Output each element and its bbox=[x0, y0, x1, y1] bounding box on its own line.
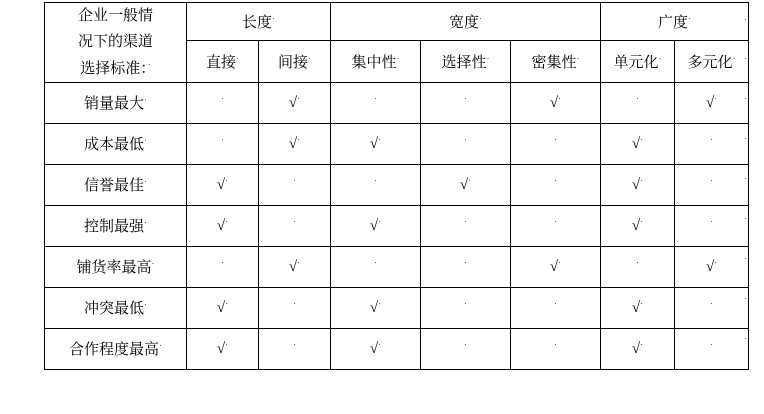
paragraph-mark-icon: · bbox=[710, 134, 714, 145]
row-label-text: 信誉最佳 bbox=[83, 178, 144, 195]
group-header-length: 长度· bbox=[187, 3, 331, 41]
paragraph-mark-icon: · bbox=[225, 298, 229, 309]
table-row bbox=[45, 328, 749, 369]
paragraph-mark-icon: · bbox=[308, 52, 312, 63]
mark-cell-empty bbox=[511, 287, 601, 328]
paragraph-mark-icon: · bbox=[744, 53, 747, 63]
row-label-text: 冲突最低 bbox=[83, 301, 144, 318]
paragraph-mark-icon: · bbox=[710, 298, 714, 309]
paragraph-mark-icon: · bbox=[714, 257, 718, 268]
paragraph-mark-icon: · bbox=[378, 216, 382, 227]
paragraph-mark-icon: · bbox=[744, 253, 747, 263]
mark-cell-empty bbox=[421, 287, 511, 328]
check-icon: √ bbox=[631, 218, 641, 235]
channel-selection-table bbox=[44, 2, 749, 370]
sub-header-indirect: 间接· bbox=[259, 40, 331, 82]
check-icon: √ bbox=[631, 300, 641, 317]
mark-cell-empty bbox=[259, 287, 331, 328]
paragraph-mark-icon: · bbox=[147, 58, 151, 69]
mark-cell-checked bbox=[259, 246, 331, 287]
mark-cell-empty bbox=[675, 287, 749, 328]
mark-cell-empty bbox=[187, 123, 259, 164]
sub-header-multiple: 多元化· bbox=[675, 40, 749, 82]
check-icon: √ bbox=[705, 95, 715, 112]
mark-cell-checked bbox=[331, 328, 421, 369]
mark-cell-checked bbox=[675, 82, 749, 123]
mark-cell-checked bbox=[187, 287, 259, 328]
check-icon: √ bbox=[549, 259, 559, 276]
paragraph-mark-icon: · bbox=[714, 93, 718, 104]
paragraph-mark-icon: · bbox=[710, 339, 714, 350]
check-icon: √ bbox=[216, 218, 226, 235]
paragraph-mark-icon: · bbox=[144, 135, 147, 146]
outside-paragraph-marks bbox=[744, 0, 760, 358]
paragraph-mark-icon: · bbox=[554, 134, 558, 145]
paragraph-mark-icon: · bbox=[378, 339, 382, 350]
check-icon: √ bbox=[288, 136, 298, 153]
table-body bbox=[45, 82, 749, 369]
paragraph-mark-icon: · bbox=[297, 134, 301, 145]
paragraph-mark-icon: · bbox=[640, 134, 644, 145]
paragraph-mark-icon: · bbox=[236, 52, 239, 63]
row-label-cell bbox=[45, 82, 187, 123]
corner-label-line-2: 况下的渠道 bbox=[77, 34, 153, 51]
group-header-breadth: 广度· bbox=[601, 3, 749, 41]
check-icon: √ bbox=[288, 95, 298, 112]
row-label-cell bbox=[45, 328, 187, 369]
paragraph-mark-icon: · bbox=[744, 173, 747, 183]
check-icon: √ bbox=[631, 341, 641, 358]
paragraph-mark-icon: · bbox=[225, 339, 229, 350]
paragraph-mark-icon: · bbox=[576, 52, 580, 63]
paragraph-mark-icon: · bbox=[744, 333, 747, 343]
mark-cell-empty bbox=[187, 246, 259, 287]
paragraph-mark-icon: · bbox=[744, 93, 747, 103]
mark-cell-checked bbox=[601, 205, 675, 246]
mark-cell-empty bbox=[511, 205, 601, 246]
paragraph-mark-icon: · bbox=[374, 257, 378, 268]
mark-cell-checked bbox=[511, 246, 601, 287]
paragraph-mark-icon: · bbox=[374, 93, 378, 104]
paragraph-mark-icon: · bbox=[144, 217, 147, 228]
mark-cell-empty bbox=[259, 205, 331, 246]
check-icon: √ bbox=[369, 341, 379, 358]
paragraph-mark-icon: · bbox=[744, 293, 747, 303]
sub-header-concentrated: 集中性· bbox=[331, 40, 421, 82]
row-label-cell bbox=[45, 164, 187, 205]
row-label-cell bbox=[45, 287, 187, 328]
table-header bbox=[45, 3, 749, 83]
sub-header-direct: 直接· bbox=[187, 40, 259, 82]
paragraph-mark-icon: · bbox=[554, 216, 558, 227]
paragraph-mark-icon: · bbox=[144, 176, 147, 187]
mark-cell-empty bbox=[421, 328, 511, 369]
row-label-cell bbox=[45, 123, 187, 164]
paragraph-mark-icon: · bbox=[468, 175, 472, 186]
paragraph-mark-icon: · bbox=[558, 93, 562, 104]
mark-cell-checked bbox=[421, 164, 511, 205]
mark-cell-empty bbox=[675, 123, 749, 164]
mark-cell-empty bbox=[421, 123, 511, 164]
paragraph-mark-icon: · bbox=[479, 12, 483, 23]
table-row bbox=[45, 82, 749, 123]
paragraph-mark-icon: · bbox=[378, 298, 382, 309]
mark-cell-checked bbox=[187, 328, 259, 369]
paragraph-mark-icon: · bbox=[293, 298, 296, 309]
check-icon: √ bbox=[369, 300, 379, 317]
row-label-text: 成本最低 bbox=[83, 137, 144, 154]
paragraph-mark-icon: · bbox=[464, 257, 468, 268]
paragraph-mark-icon: · bbox=[144, 299, 147, 310]
paragraph-mark-icon: · bbox=[558, 257, 562, 268]
mark-cell-empty bbox=[675, 164, 749, 205]
table-row bbox=[45, 287, 749, 328]
paragraph-mark-icon: · bbox=[464, 216, 468, 227]
table-row bbox=[45, 246, 749, 287]
mark-cell-empty bbox=[675, 205, 749, 246]
mark-cell-checked bbox=[675, 246, 749, 287]
paragraph-mark-icon: · bbox=[710, 175, 714, 186]
sub-header-intensive: 密集性· bbox=[511, 40, 601, 82]
paragraph-mark-icon: · bbox=[640, 216, 644, 227]
paragraph-mark-icon: · bbox=[464, 298, 468, 309]
check-icon: √ bbox=[369, 218, 379, 235]
paragraph-mark-icon: · bbox=[710, 216, 714, 227]
table-header-group-row bbox=[45, 3, 749, 41]
paragraph-mark-icon: · bbox=[688, 12, 692, 23]
mark-cell-empty bbox=[511, 328, 601, 369]
mark-cell-empty bbox=[259, 164, 331, 205]
paragraph-mark-icon: · bbox=[554, 175, 558, 186]
row-label-text: 合作程度最高 bbox=[68, 342, 159, 359]
mark-cell-empty bbox=[421, 82, 511, 123]
row-label-text: 控制最强 bbox=[83, 219, 144, 236]
group-header-width: 宽度· bbox=[331, 3, 601, 41]
mark-cell-empty bbox=[511, 164, 601, 205]
paragraph-mark-icon: · bbox=[554, 339, 558, 350]
paragraph-mark-icon: · bbox=[464, 134, 468, 145]
mark-cell-empty bbox=[421, 246, 511, 287]
corner-header-cell bbox=[45, 3, 187, 83]
mark-cell-checked bbox=[187, 164, 259, 205]
mark-cell-empty bbox=[259, 328, 331, 369]
mark-cell-checked bbox=[331, 287, 421, 328]
mark-cell-checked bbox=[601, 287, 675, 328]
mark-cell-checked bbox=[259, 123, 331, 164]
paragraph-mark-icon: · bbox=[554, 298, 558, 309]
paragraph-mark-icon: · bbox=[221, 257, 224, 268]
mark-cell-checked bbox=[187, 205, 259, 246]
mark-cell-checked bbox=[331, 205, 421, 246]
paragraph-mark-icon: · bbox=[297, 257, 301, 268]
corner-label-line-3: 选择标准：· bbox=[80, 58, 151, 77]
paragraph-mark-icon: · bbox=[225, 175, 229, 186]
mark-cell-empty bbox=[421, 205, 511, 246]
paragraph-mark-icon: · bbox=[293, 216, 296, 227]
paragraph-mark-icon: · bbox=[744, 14, 747, 24]
paragraph-mark-icon: · bbox=[297, 93, 301, 104]
check-icon: √ bbox=[216, 341, 226, 358]
paragraph-mark-icon: · bbox=[293, 175, 296, 186]
mark-cell-checked bbox=[331, 123, 421, 164]
paragraph-mark-icon: · bbox=[374, 175, 378, 186]
mark-cell-empty bbox=[331, 164, 421, 205]
check-icon: √ bbox=[459, 177, 469, 194]
mark-cell-checked bbox=[511, 82, 601, 123]
paragraph-mark-icon: · bbox=[464, 339, 468, 350]
paragraph-mark-icon: · bbox=[144, 94, 147, 105]
paragraph-mark-icon: · bbox=[744, 133, 747, 143]
check-icon: √ bbox=[288, 259, 298, 276]
paragraph-mark-icon: · bbox=[636, 93, 640, 104]
check-icon: √ bbox=[369, 136, 379, 153]
paragraph-mark-icon: · bbox=[640, 298, 644, 309]
check-icon: √ bbox=[216, 177, 226, 194]
paragraph-mark-icon: · bbox=[159, 340, 162, 351]
mark-cell-checked bbox=[601, 164, 675, 205]
row-label-text: 销量最大 bbox=[83, 96, 144, 113]
mark-cell-checked bbox=[601, 123, 675, 164]
row-label-text: 铺货率最高 bbox=[76, 260, 152, 277]
table-row bbox=[45, 164, 749, 205]
check-icon: √ bbox=[705, 259, 715, 276]
paragraph-mark-icon: · bbox=[396, 52, 400, 63]
table-row bbox=[45, 123, 749, 164]
paragraph-mark-icon: · bbox=[225, 216, 229, 227]
mark-cell-empty bbox=[601, 82, 675, 123]
paragraph-mark-icon: · bbox=[151, 258, 155, 269]
paragraph-mark-icon: · bbox=[658, 52, 662, 63]
paragraph-mark-icon: · bbox=[744, 213, 747, 223]
mark-cell-empty bbox=[511, 123, 601, 164]
mark-cell-empty bbox=[331, 246, 421, 287]
paragraph-mark-icon: · bbox=[293, 339, 296, 350]
row-label-cell bbox=[45, 205, 187, 246]
check-icon: √ bbox=[631, 177, 641, 194]
mark-cell-empty bbox=[675, 328, 749, 369]
paragraph-mark-icon: · bbox=[640, 339, 644, 350]
check-icon: √ bbox=[631, 136, 641, 153]
paragraph-mark-icon: · bbox=[640, 175, 644, 186]
paragraph-mark-icon: · bbox=[272, 12, 276, 23]
mark-cell-checked bbox=[601, 328, 675, 369]
paragraph-mark-icon: · bbox=[378, 134, 382, 145]
paragraph-mark-icon: · bbox=[221, 93, 224, 104]
row-label-cell bbox=[45, 246, 187, 287]
sub-header-selective: 选择性· bbox=[421, 40, 511, 82]
table-row bbox=[45, 205, 749, 246]
paragraph-mark-icon: · bbox=[486, 52, 490, 63]
paragraph-mark-icon: · bbox=[464, 93, 468, 104]
mark-cell-checked bbox=[259, 82, 331, 123]
sub-header-single: 单元化· bbox=[601, 40, 675, 82]
check-icon: √ bbox=[549, 95, 559, 112]
paragraph-mark-icon: · bbox=[221, 134, 224, 145]
paragraph-mark-icon: · bbox=[732, 52, 736, 63]
corner-label-line-1: 企业一般情 bbox=[77, 8, 153, 24]
check-icon: √ bbox=[216, 300, 226, 317]
mark-cell-empty bbox=[187, 82, 259, 123]
mark-cell-empty bbox=[331, 82, 421, 123]
paragraph-mark-icon: · bbox=[636, 257, 640, 268]
mark-cell-empty bbox=[601, 246, 675, 287]
